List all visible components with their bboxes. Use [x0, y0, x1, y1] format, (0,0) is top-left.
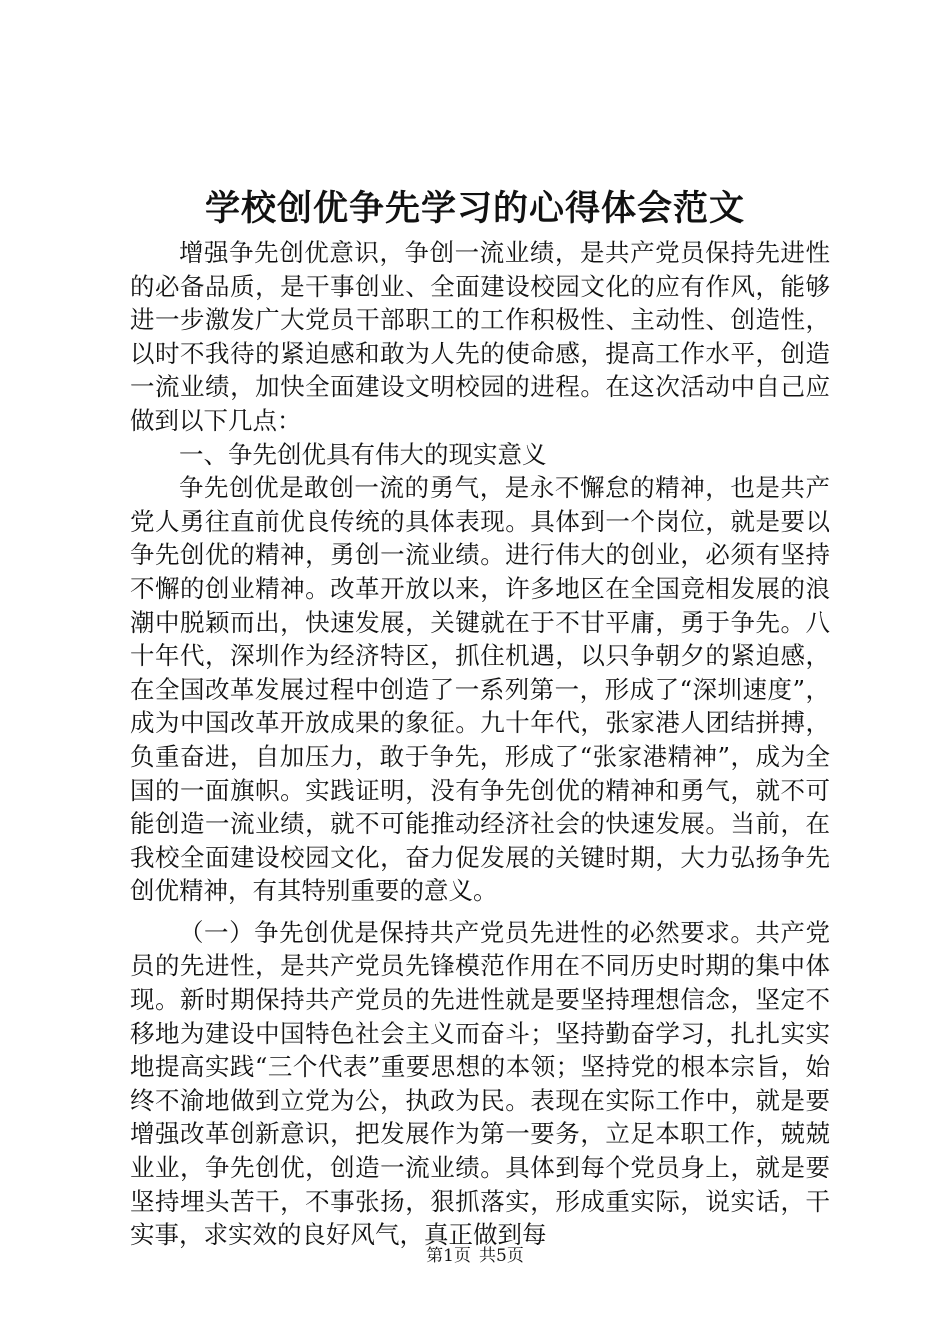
document-body — [130, 236, 830, 1252]
page-total: 共5页 — [479, 1246, 524, 1266]
page-number: 第1页 — [426, 1246, 471, 1266]
page-footer — [0, 1244, 950, 1268]
paragraph-significance: 争先创优是敢创一流的勇气，是永不懈怠的精神，也是共产党人勇往直前优良传统的具体表现。具体到一个岗位，就是要以争先创优的精神，勇创一流业绩。进行伟大的创业，必须有坚持不懈的创业精神。改革开放以来，许多地区在全国竞相发展的浪潮中脱颖而出，快速发展，关键就在于不甘平庸，勇于争先。八十年代，深圳作为经济特区，抓住机遇，以只争朝夕的紧迫感，在全国改革发展过程中创造了一系列第一，形成了“深圳速度”，成为中国改革开放成果的象征。九十年代，张家港人团结拼搏，负重奋进，自加压力，敢于争先，形成了“张家港精神”，成为全国的一面旗帜。实践证明，没有争先创优的精神和勇气，就不可能创造一流业绩，就不可能推动经济社会的快速发展。当前，在我校全面建设校园文化，奋力促发展的关键时期，大力弘扬争先创优精神，有其特别重要的意义。 — [130, 473, 830, 906]
document-title: 学校创优争先学习的心得体会范文 — [204, 188, 745, 229]
section-heading: 一、争先创优具有伟大的现实意义 — [179, 439, 547, 469]
paragraph-subsection-1: （一）争先创优是保持共产党员先进性的必然要求。共产党员的先进性，是共产党员先锋模范作用在不同历史时期的集中体现。新时期保持共产党员的先进性就是要坚持理想信念，坚定不移地为建设中国特色社会主义而奋斗；坚持勤奋学习，扎扎实实地提高实践“三个代表”重要思想的本领；坚持党的根本宗旨，始终不渝地做到立党为公，执政为民。表现在实际工作中，就是要增强改革创新意识，把发展作为第一要务，立足本职工作，兢兢业业，争先创优，创造一流业绩。具体到每个党员身上，就是要坚持埋头苦干，不事张扬，狠抓落实，形成重实际，说实话，干实事，求实效的良好风气，真正做到每 — [130, 917, 830, 1250]
paragraph-intro: 增强争先创优意识，争创一流业绩，是共产党员保持先进性的必备品质，是干事创业、全面建设校园文化的应有作风，能够进一步激发广大党员干部职工的工作积极性、主动性、创造性，以时不我待的紧迫感和敢为人先的使命感，提高工作水平，创造一流业绩，加快全面建设文明校园的进程。在这次活动中自己应做到以下几点： — [130, 238, 830, 435]
